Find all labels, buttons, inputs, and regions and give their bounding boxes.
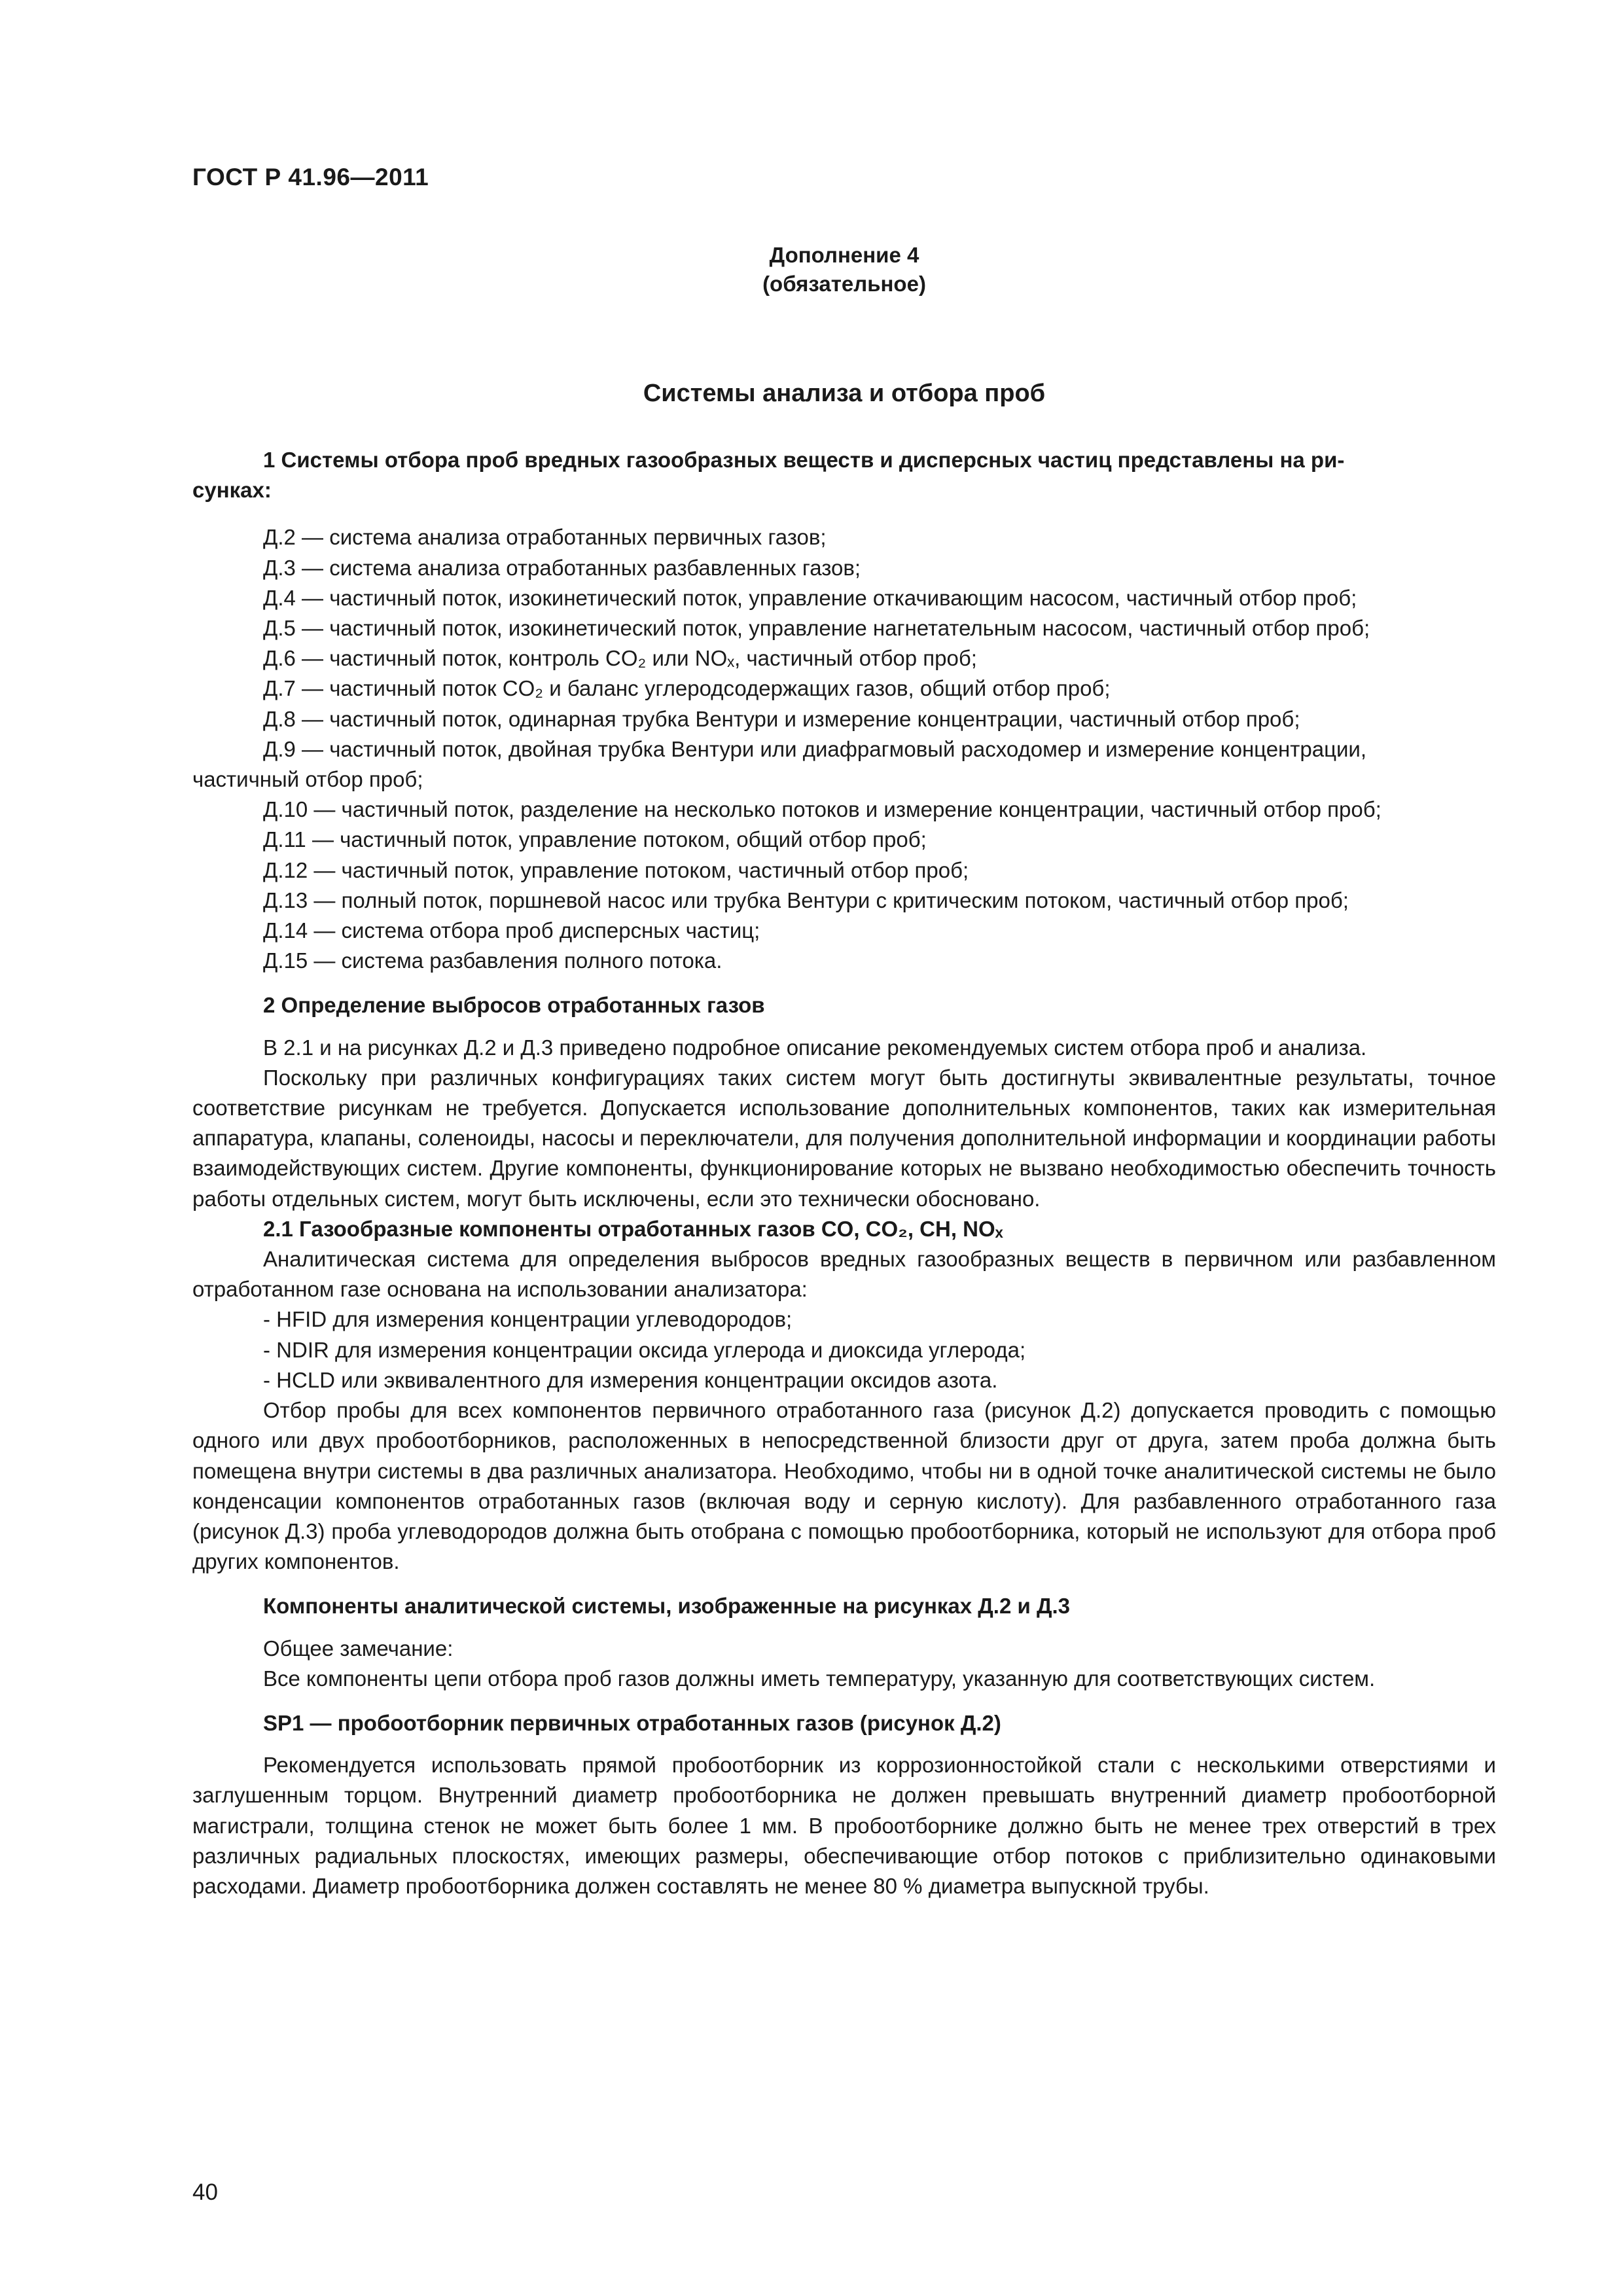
section-2-paragraph-1: В 2.1 и на рисунках Д.2 и Д.3 приведено подробное описание рекомендуемых систем отбора проб и анализа.: [263, 1035, 1367, 1060]
annex-status: (обязательное): [762, 272, 926, 296]
general-note-label: Общее замечание:: [263, 1636, 454, 1660]
general-note-text: Все компоненты цепи отбора проб газов должны иметь температуру, указанную для соответствующих систем.: [263, 1666, 1376, 1691]
list-item: Д.8 — частичный поток, одинарная трубка Вентури и измерение концентрации, частичный отбор проб;: [263, 706, 1300, 731]
section-2-1-paragraph-1: Аналитическая система для определения выбросов вредных газообразных веществ в первичном или разбавленном отработанном газе основана на использовании анализатора:: [192, 1247, 1496, 1302]
list-item: Д.11 — частичный поток, управление потоком, общий отбор проб;: [263, 827, 927, 852]
section-2-heading: 2 Определение выбросов отработанных газов: [263, 993, 765, 1018]
sp1-heading: SP1 — пробоотборник первичных отработанных газов (рисунок Д.2): [263, 1710, 1001, 1735]
section-1: [192, 445, 1496, 976]
list-item: Д.3 — система анализа отработанных разбавленных газов;: [263, 555, 861, 580]
section-2-1: [192, 1214, 1496, 1577]
document-body: [192, 445, 1496, 1901]
analyzer-item: - HCLD или эквивалентного для измерения концентрации оксидов азота.: [263, 1367, 998, 1392]
annex-title: Дополнение 4: [769, 243, 919, 267]
section-2-1-heading: 2.1 Газообразные компоненты отработанных газов CO, CO₂, CH, NOₓ: [263, 1216, 1003, 1241]
list-item: Д.9 — частичный поток, двойная трубка Вентури или диафрагмовый расходомер и измерение концентрации,: [263, 736, 1367, 761]
section-1-heading-line-2: сунках:: [192, 478, 272, 503]
page-title: Системы анализа и отбора проб: [643, 380, 1046, 407]
list-item: Д.6 — частичный поток, контроль CO₂ или NOₓ, частичный отбор проб;: [263, 646, 977, 671]
section-1-heading-line-1: 1 Системы отбора проб вредных газообразных веществ и дисперсных частиц представлены на ри-: [263, 448, 1345, 472]
list-item: Д.13 — полный поток, поршневой насос или трубка Вентури с критическим потоком, частичный отбор проб;: [263, 888, 1349, 912]
section-2-1-paragraph-2: Отбор пробы для всех компонентов первичного отработанного газа (рисунок Д.2) допускается проводить с помощью одного или двух пробоотборников, расположенных в непосредственной близости друг от друга, затем проба должна быть помещена внутри системы в два различных анализатора. Необходимо, чтобы ни в одной точке аналитической системы не было конденсации компонентов отработанных газов (включая воду и серную кислоту). Для разбавленного отработанного газа (рисунок Д.3) проба углеводородов должна быть отобрана с помощью пробоотборника, который не используют для отбора проб других компонентов.: [192, 1398, 1496, 1574]
list-item-continuation: частичный отбор проб;: [192, 767, 423, 792]
list-item: Д.2 — система анализа отработанных первичных газов;: [263, 525, 827, 550]
section-2: [192, 990, 1496, 1213]
document-header: ГОСТ Р 41.96—2011: [192, 164, 429, 190]
list-item: Д.14 — система отбора проб дисперсных частиц;: [263, 918, 760, 943]
components-heading: Компоненты аналитической системы, изображенные на рисунках Д.2 и Д.3: [263, 1594, 1070, 1619]
section-2-paragraph-2: Поскольку при различных конфигурациях таких систем могут быть достигнуты эквивалентные результаты, точное соответствие рисункам не требуется. Допускается использование дополнительных компонентов, таких как измерительная аппаратура, клапаны, соленоиды, насосы и переключатели, для получения дополнительной информации и координации работы взаимодействующих систем. Другие компоненты, функционирование которых не вызвано необходимостью обеспечить точность работы отдельных систем, могут быть исключены, если это технически обосновано.: [192, 1065, 1496, 1211]
page-number: 40: [192, 2179, 218, 2205]
figure-list: [192, 522, 1496, 976]
list-item: Д.10 — частичный поток, разделение на несколько потоков и измерение концентрации, частичный отбор проб;: [263, 797, 1382, 822]
components-section: [192, 1591, 1496, 1694]
list-item: Д.12 — частичный поток, управление потоком, частичный отбор проб;: [263, 857, 969, 882]
list-item: Д.4 — частичный поток, изокинетический поток, управление откачивающим насосом, частичный отбор проб;: [263, 585, 1357, 610]
analyzer-item: - HFID для измерения концентрации углеводородов;: [263, 1307, 793, 1332]
list-item: Д.5 — частичный поток, изокинетический поток, управление нагнетательным насосом, частичный отбор проб;: [263, 616, 1370, 641]
sp1-text: Рекомендуется использовать прямой пробоотборник из коррозионностойкой стали с несколькими отверстиями и заглушенным торцом. Внутренний диаметр пробоотборника не должен превышать внутренний диаметр пробоотборной магистрали, толщина стенок не может быть более 1 мм. В пробоотборнике должно быть не менее трех отверстий в трех различных радиальных плоскостях, имеющих размеры, обеспечивающие отбор потоков с приблизительно одинаковыми расходами. Диаметр пробоотборника должен составлять не менее 80 % диаметра выпускной трубы.: [192, 1753, 1496, 1898]
sp1-section: [192, 1708, 1496, 1901]
list-item: Д.7 — частичный поток CO₂ и баланс углеродсодержащих газов, общий отбор проб;: [263, 676, 1111, 701]
annex-block: [0, 241, 1623, 298]
list-item: Д.15 — система разбавления полного потока.: [263, 948, 722, 973]
analyzer-item: - NDIR для измерения концентрации оксида углерода и диоксида углерода;: [263, 1337, 1026, 1362]
